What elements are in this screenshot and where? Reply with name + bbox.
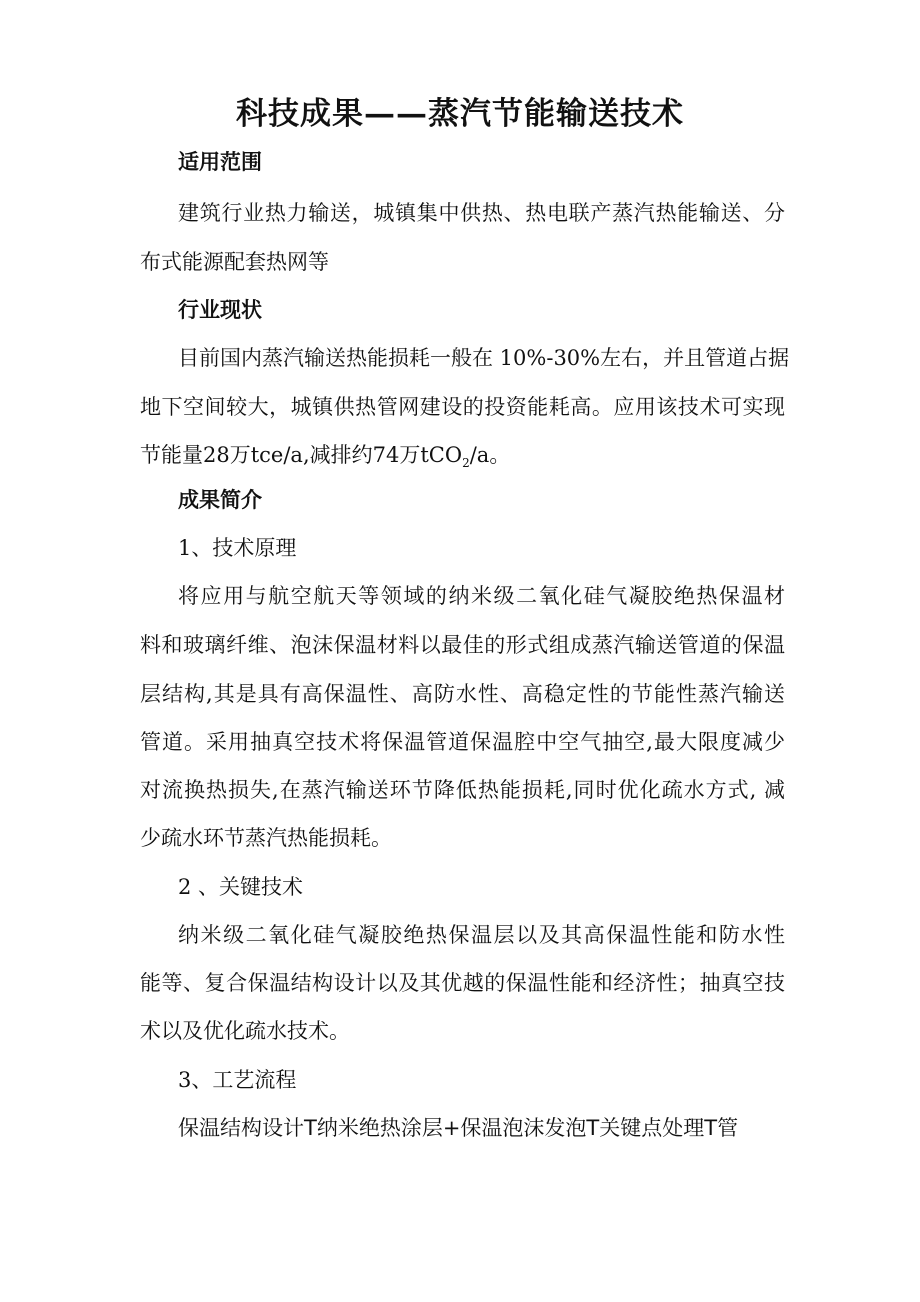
paragraph-line: 少疏水环节蒸汽热能损耗。 bbox=[140, 826, 392, 850]
energy-saving-unit: /a。 bbox=[469, 443, 511, 467]
subheading-key-tech: 2 、关键技术 bbox=[178, 875, 304, 899]
paragraph-line: 对流换热损失,在蒸汽输送环节降低热能损耗,同时优化疏水方式, 减 bbox=[140, 778, 785, 802]
section-heading-status: 行业现状 bbox=[178, 297, 262, 322]
paragraph-line: 布式能源配套热网等 bbox=[140, 250, 329, 274]
paragraph-line: 料和玻璃纤维、泡沫保温材料以最佳的形式组成蒸汽输送管道的保温 bbox=[140, 633, 785, 657]
paragraph-line: 保温结构设计T纳米绝热涂层+保温泡沫发泡T关键点处理T管 bbox=[178, 1116, 739, 1140]
subheading-principle: 1、技术原理 bbox=[178, 536, 297, 560]
paragraph-line: 能等、复合保温结构设计以及其优越的保温性能和经济性；抽真空技 bbox=[140, 971, 785, 995]
paragraph-line: 建筑行业热力输送，城镇集中供热、热电联产蒸汽热能输送、分 bbox=[178, 201, 785, 225]
section-heading-scope: 适用范围 bbox=[178, 149, 262, 174]
section-heading-intro: 成果简介 bbox=[178, 487, 262, 512]
paragraph-line: 目前国内蒸汽输送热能损耗一般在 10%-30%左右，并且管道占据 bbox=[178, 346, 790, 370]
paragraph-line: 地下空间较大，城镇供热管网建设的投资能耗高。应用该技术可实现 bbox=[140, 395, 785, 419]
paragraph-line: 管道。采用抽真空技术将保温管道保温腔中空气抽空,最大限度减少 bbox=[140, 730, 785, 754]
paragraph-line bbox=[140, 441, 510, 477]
subheading-process: 3、工艺流程 bbox=[178, 1068, 297, 1092]
paragraph-line: 层结构,其是具有高保温性、高防水性、高稳定性的节能性蒸汽输送 bbox=[140, 682, 785, 706]
paragraph-line: 将应用与航空航天等领域的纳米级二氧化硅气凝胶绝热保温材 bbox=[178, 584, 785, 608]
subscript: 2 bbox=[462, 456, 470, 471]
paragraph-line: 术以及优化疏水技术。 bbox=[140, 1019, 350, 1043]
energy-saving-text: 节能量28万tce/a,减排约74万tCO bbox=[140, 443, 463, 467]
paragraph-line: 纳米级二氧化硅气凝胶绝热保温层以及其高保温性能和防水性 bbox=[178, 923, 785, 947]
document-title: 科技成果——蒸汽节能输送技术 bbox=[236, 96, 684, 132]
